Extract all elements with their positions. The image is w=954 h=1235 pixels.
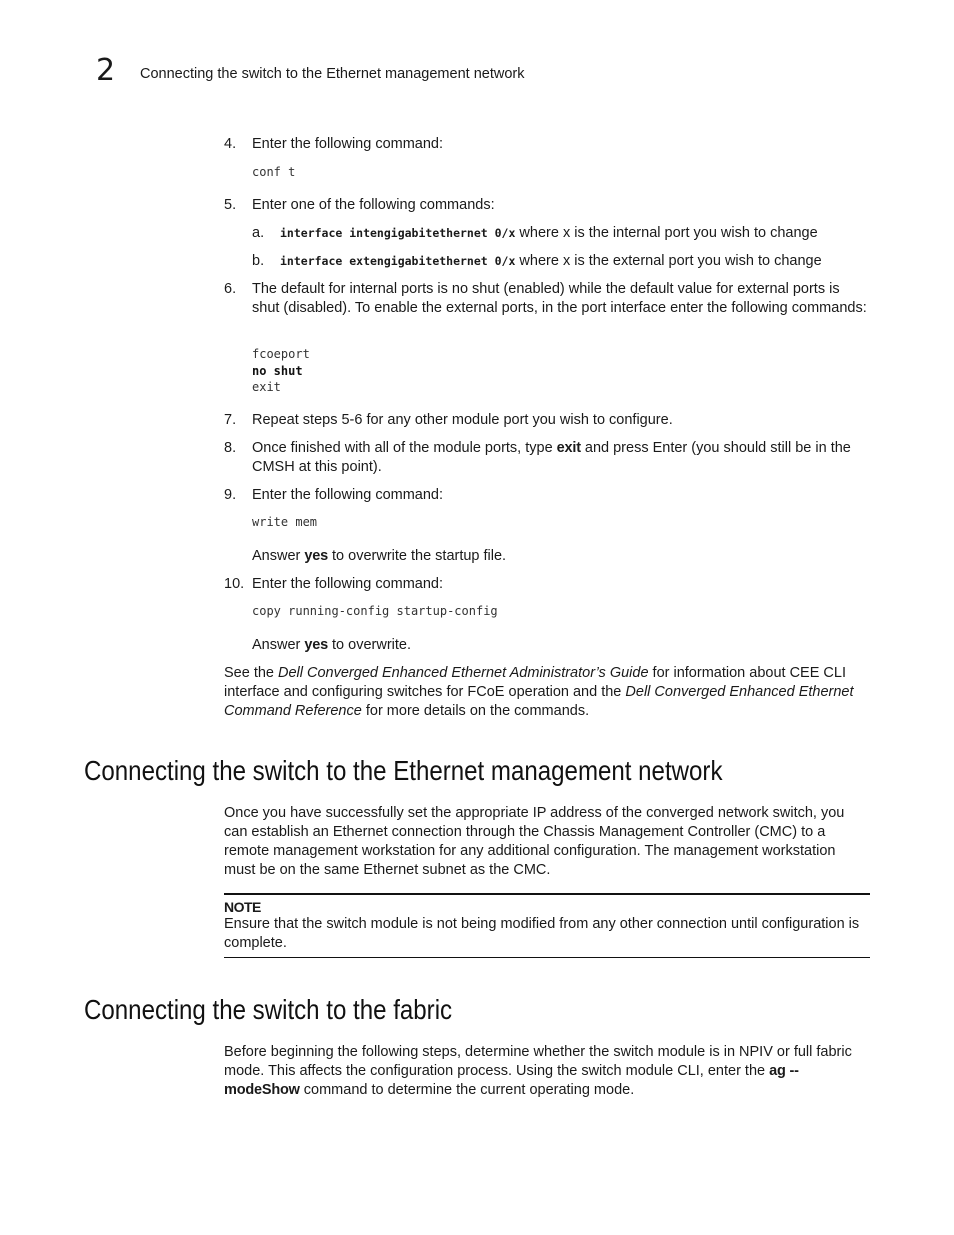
- step-number: 7.: [224, 412, 237, 428]
- code-block: [252, 346, 310, 396]
- substep-letter: a.: [252, 225, 265, 241]
- inline-command: yes: [304, 637, 328, 653]
- step-number: 8.: [224, 440, 237, 456]
- inline-command: interface intengigabitethernet 0/x: [280, 226, 516, 240]
- answer-text: Answer yes to overwrite the startup file.: [252, 548, 507, 564]
- answer-text: Answer yes to overwrite.: [252, 637, 411, 653]
- step-text: Once finished with all of the module ports, type exit and press Enter (you should still be in the CMSH at this point).: [252, 440, 851, 475]
- step-text: Enter the following command:: [252, 136, 444, 152]
- step-number: 4.: [224, 136, 237, 152]
- code-line: no shut: [252, 363, 303, 378]
- section-heading-fabric: Connecting the switch to the fabric: [84, 994, 453, 1025]
- chapter-number: 2: [96, 53, 116, 88]
- code-block: conf t: [252, 165, 296, 179]
- code-line: exit: [252, 380, 281, 394]
- note-divider-bottom: [224, 957, 870, 958]
- section-body: Once you have successfully set the appropriate IP address of the converged network switch, you can establish an Ethernet connection through the Chassis Management Controller (CMC) to a remote management workstation for any additional configuration. The management workstation must be on the same Ethernet subnet as the CMC.: [224, 805, 845, 878]
- substep-text: where x is the external port you wish to change: [515, 253, 822, 269]
- substep-text: where x is the internal port you wish to change: [515, 225, 818, 241]
- substep-letter: b.: [252, 253, 265, 269]
- step-number: 5.: [224, 197, 237, 213]
- step-number: 10.: [224, 576, 245, 592]
- doc-title-command-reference: Dell Converged Enhanced Ethernet Command Reference: [224, 684, 854, 719]
- note-label: NOTE: [224, 899, 261, 915]
- section-body: Before beginning the following steps, determine whether the switch module is in NPIV or full fabric mode. This affects the configuration process. Using the switch module CLI, enter the ag --modeShow command to determine the current operating mode.: [224, 1044, 852, 1098]
- running-header: Connecting the switch to the Ethernet management network: [140, 66, 525, 82]
- doc-title-admin-guide: Dell Converged Enhanced Ethernet Administrator’s Guide: [278, 665, 649, 681]
- code-block: write mem: [252, 515, 318, 529]
- step-text: Enter the following command:: [252, 487, 444, 503]
- inline-command: ag --modeShow: [224, 1063, 799, 1098]
- section-heading-ethernet-management: Connecting the switch to the Ethernet management network: [84, 755, 723, 786]
- note-text: Ensure that the switch module is not being modified from any other connection until configuration is complete.: [224, 916, 860, 951]
- code-line: fcoeport: [252, 347, 310, 361]
- note-divider-top: [224, 893, 870, 895]
- step-text: Enter the following command:: [252, 576, 444, 592]
- inline-command: interface extengigabitethernet 0/x: [280, 254, 516, 268]
- step-number: 9.: [224, 487, 237, 503]
- step-text: The default for internal ports is no shut (enabled) while the default value for external ports is shut (disabled). To enable the external ports, in the port interface enter the following commands:: [252, 281, 867, 316]
- inline-command: exit: [556, 440, 581, 456]
- step-text: Repeat steps 5-6 for any other module port you wish to configure.: [252, 412, 673, 428]
- step-text: Enter one of the following commands:: [252, 197, 495, 213]
- see-also-paragraph: See the Dell Converged Enhanced Ethernet Administrator’s Guide for information about CEE CLI interface and configuring switches for FCoE operation and the Dell Converged Enhanced Ethernet Command Reference for more details on the commands.: [224, 665, 854, 719]
- inline-command: yes: [304, 548, 328, 564]
- step-number: 6.: [224, 281, 237, 297]
- code-block: copy running-config startup-config: [252, 604, 498, 618]
